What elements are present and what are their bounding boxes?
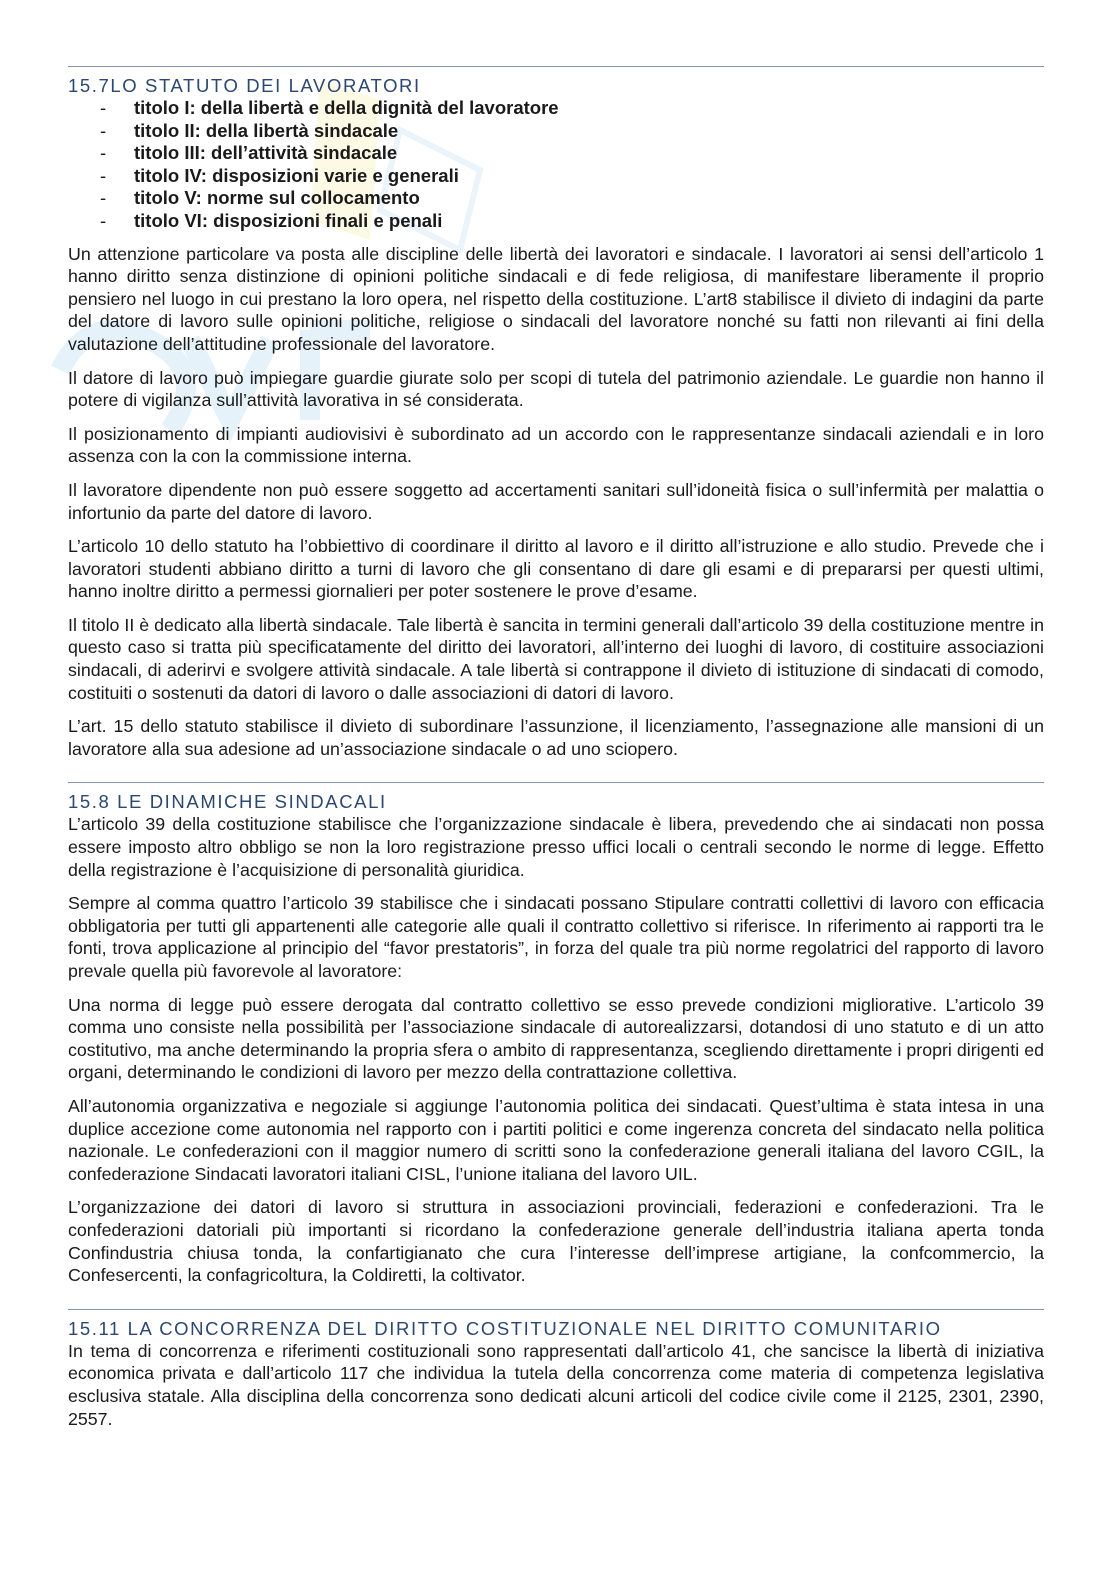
list-item: - titolo V: norme sul collocamento: [100, 187, 420, 209]
paragraph: Il posizionamento di impianti audiovisivi è subordinato ad un accordo con le rappresentanze sindacali aziendali e in loro assenza con la con la commissione interna.: [68, 423, 1044, 467]
list-item: - titolo II: della libertà sindacale: [100, 119, 399, 141]
paragraph: Una norma di legge può essere derogata dal contratto collettivo se esso prevede condizioni migliorative. L’articolo 39 comma uno consiste nella possibilità per l’associazione sindacale di autorealizzarsi, dotandosi di uno statuto e di un atto costitutivo, ma anche determinando la propria sfera o ambito di rappresentanza, scegliendo direttamente i propri dirigenti ed organi, determinando le condizioni di lavoro per mezzo della contrattazione collettiva.: [68, 994, 1044, 1083]
paragraph: L’organizzazione dei datori di lavoro si struttura in associazioni provinciali, federazioni e confederazioni. Tra le confederazioni datoriali più importanti si ricordano la confederazione generale dell’industria italiana aperta tonda Confindustria chiusa tonda, la confartigianato che cura l’interesse dell’imprese artigiane, la confcommercio, la Confesercenti, la confagricoltura, la Coldiretti, la coltivator.: [68, 1197, 1044, 1286]
section-statuto: [68, 66, 1044, 760]
paragraph: Il datore di lavoro può impiegare guardie giurate solo per scopi di tutela del patrimonio aziendale. Le guardie non hanno il potere di vigilanza sull’attività lavorativa in sé considerata.: [68, 367, 1044, 411]
section-title: 15.11 LA CONCORRENZA DEL DIRITTO COSTITUZIONALE NEL DIRITTO COMUNITARIO: [68, 1317, 942, 1339]
paragraph: Un attenzione particolare va posta alle discipline delle libertà dei lavoratori e sindacale. I lavoratori ai sensi dell’articolo 1 hanno diritto senza distinzione di opinioni politiche sindacali e di fede religiosa, di manifestare liberamente il proprio pensiero nel luogo in cui prestano la loro opera, nel rispetto della costituzione. L’art8 stabilisce il divieto di indagini da parte del datore di lavoro sulle opinioni politiche, religiose o sindacali del lavoratore nonché su fatti non rilevanti ai fini della valutazione dell’attitudine professionale del lavoratore.: [68, 243, 1044, 354]
paragraph: Il lavoratore dipendente non può essere soggetto ad accertamenti sanitari sull’idoneità fisica o sull’infermità per malattia o infortunio da parte del datore di lavoro.: [68, 479, 1044, 523]
paragraph: In tema di concorrenza e riferimenti costituzionali sono rappresentati dall’articolo 41, che sancisce la libertà di iniziativa economica privata e dall’articolo 117 che individua la tutela della concorrenza come materia di competenza legislativa esclusiva statale. Alla disciplina della concorrenza sono dedicati alcuni articoli del codice civile come il 2125, 2301, 2390, 2557.: [68, 1340, 1044, 1429]
document-page: [68, 66, 1044, 1452]
section-dinamiche-sindacali: [68, 782, 1044, 1286]
list-item: - titolo III: dell’attività sindacale: [100, 142, 398, 164]
paragraph: L’articolo 10 dello statuto ha l’obbiettivo di coordinare il diritto al lavoro e il diritto all’istruzione e allo studio. Prevede che i lavoratori studenti abbiano diritto a turni di lavoro che gli consentano di dare gli esami e di prepararsi per questi ultimi, hanno inoltre diritto a permessi giornalieri per poter sostenere le prove d’esame.: [68, 536, 1044, 602]
list-item: - titolo VI: disposizioni finali e penali: [100, 209, 443, 231]
list-item: - titolo I: della libertà e della dignità del lavoratore: [100, 97, 559, 118]
section-title: 15.8 LE DINAMICHE SINDACALI: [68, 791, 387, 813]
section-title: 15.7LO STATUTO DEI LAVORATORI: [68, 75, 421, 96]
titoli-list: [68, 97, 1044, 233]
paragraph: Sempre al comma quattro l’articolo 39 stabilisce che i sindacati possano Stipulare contratti collettivi di lavoro con efficacia obbligatoria per tutti gli appartenenti alle categorie alle quali il contratto collettivo si riferisce. In riferimento ai rapporti tra le fonti, trova applicazione al principio del “favor prestatoris”, in forza del quale tra più norme regolatrici del rapporto di lavoro prevale quella più favorevole al lavoratore:: [68, 893, 1044, 981]
paragraph: All’autonomia organizzativa e negoziale si aggiunge l’autonomia politica dei sindacati. Quest’ultima è stata intesa in una duplice accezione come autonomia nel rapporto con i partiti politici e come ingerenza concreta del sindacato nella politica nazionale. Le confederazioni con il maggior numero di scritti sono la confederazione generali italiana del lavoro CGIL, la confederazione Sindacati lavoratori italiani CISL, l’unione italiana del lavoro UIL.: [68, 1095, 1044, 1184]
paragraph: L’art. 15 dello statuto stabilisce il divieto di subordinare l’assunzione, il licenziamento, l’assegnazione alle mansioni di un lavoratore alla sua adesione ad un’associazione sindacale o ad uno sciopero.: [68, 716, 1044, 759]
paragraph: Il titolo II è dedicato alla libertà sindacale. Tale libertà è sancita in termini generali dall’articolo 39 della costituzione mentre in questo caso si tratta più specificatamente del diritto dei lavoratori, all’interno dei luoghi di lavoro, di costituire associazioni sindacali, di aderirvi e svolgere attività sindacale. A tale libertà si contrappone il divieto di istituzione di sindacati di comodo, costituiti o sostenuti da datori di lavoro o dalle associazioni di datori di lavoro.: [68, 614, 1044, 703]
list-item: - titolo IV: disposizioni varie e generali: [100, 164, 459, 186]
section-concorrenza: [68, 1309, 1044, 1430]
paragraph: L’articolo 39 della costituzione stabilisce che l’organizzazione sindacale è libera, prevedendo che ai sindacati non possa essere imposto altro obbligo se non la loro registrazione presso uffici locali o centrali secondo le norme di legge. Effetto della registrazione è l’acquisizione di personalità giuridica.: [68, 814, 1044, 880]
